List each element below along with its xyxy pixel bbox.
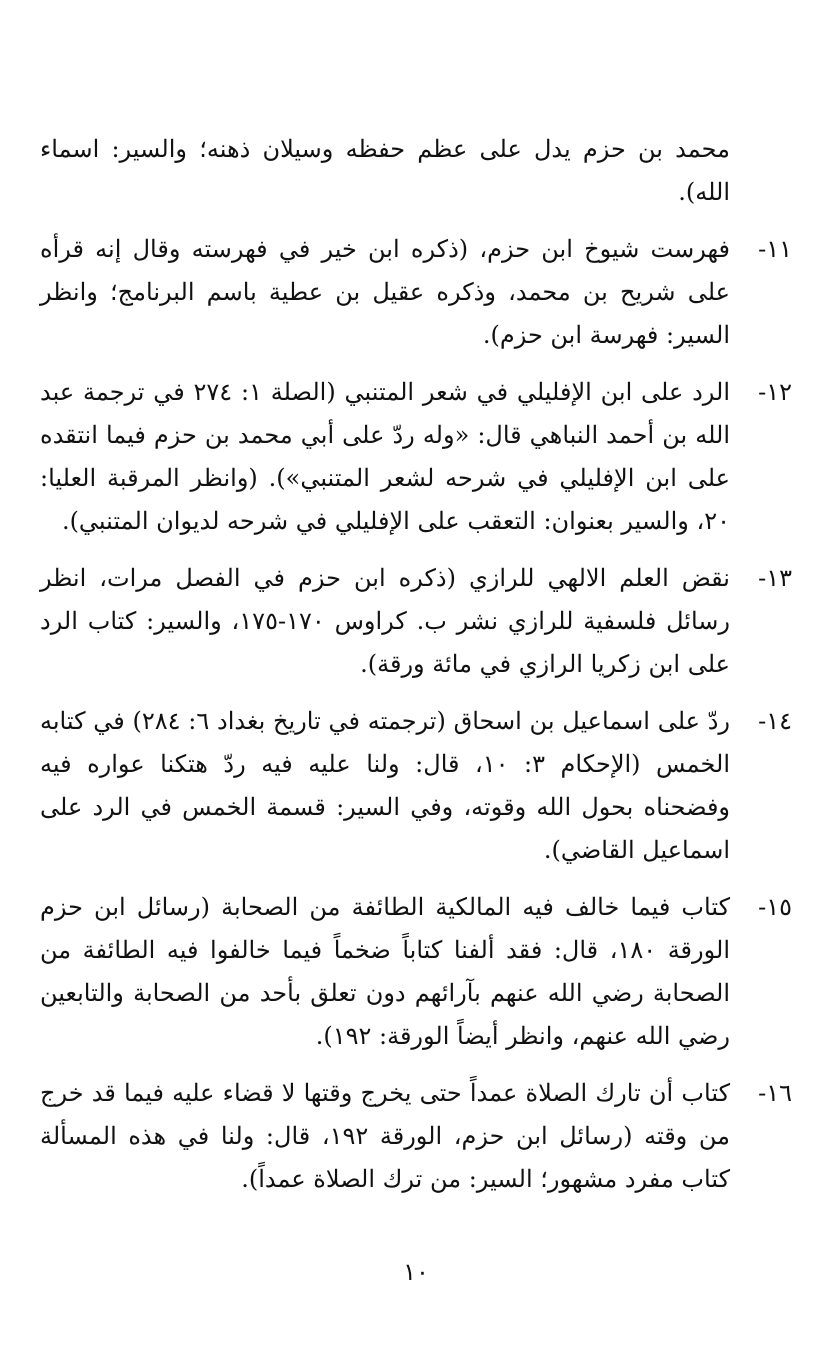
continuation-text: محمد بن حزم يدل على عظم حفظه وسيلان ذهنه؛ والسير: اسماء الله). [40,135,730,206]
entry-text: نقض العلم الالهي للرازي (ذكره ابن حزم في الفصل مرات، انظر رسائل فلسفية للرازي نشر ب. كراوس ١٧٠-١٧٥، والسير: كتاب الرد على ابن زكريا الرازي في مائة ورقة). [40,564,730,678]
page-number: ١٠ [403,1258,429,1286]
entry-text: كتاب أن تارك الصلاة عمداً حتى يخرج وقتها لا قضاء عليه فيما قد خرج من وقته (رسائل ابن حزم، الورقة ١٩٢، قال: ولنا في هذه المسألة كتاب مفرد مشهور؛ السير: من ترك الصلاة عمداً). [40,1079,730,1193]
entry-12 [40,371,792,543]
entry-14 [40,700,792,872]
entry-11 [40,228,792,357]
entry-13 [40,557,792,686]
entry-16 [40,1072,792,1201]
entry-number: ١٣- [758,564,792,592]
entry-text: ردّ على اسماعيل بن اسحاق (ترجمته في تاريخ بغداد ٦: ٢٨٤) في كتابه الخمس (الإحكام ٣: ١٠، قال: ولنا عليه فيه ردّ هتكنا عواره فيه وفضحناه بحول الله وقوته، وفي السير: قسمة الخمس في الرد على اسماعيل القاضي). [40,707,731,864]
entry-number: ١٦- [758,1079,792,1107]
entry-15 [40,886,792,1058]
entry-text: فهرست شيوخ ابن حزم، (ذكره ابن خير في فهرسته وقال إنه قرأه على شريح بن محمد، وذكره عقيل بن عطية باسم البرنامج؛ وانظر السير: فهرسة ابن حزم). [40,235,730,349]
entry-number: ١١- [758,235,792,263]
main-text-block [40,128,792,1215]
entry-number: ١٥- [758,893,792,921]
entry-number: ١٤- [758,707,792,735]
entry-text: الرد على ابن الإفليلي في شعر المتنبي (الصلة ١: ٢٧٤ في ترجمة عبد الله بن أحمد النباهي قال: «وله ردّ على أبي محمد بن حزم فيما انتقده على ابن الإفليلي في شرحه لشعر المتنبي»). (وانظر المرقبة العليا: ٢٠، والسير بعنوان: التعقب على الإفليلي في شرحه لديوان المتنبي). [40,378,730,535]
entry-text: كتاب فيما خالف فيه المالكية الطائفة من الصحابة (رسائل ابن حزم الورقة ١٨٠، قال: فقد ألفنا كتاباً ضخماً فيما خالفوا فيه الطائفة من الصحابة رضي الله عنهم بآرائهم دون تعلق بأحد من الصحابة والتابعين رضي الله عنهم، وانظر أيضاً الورقة: ١٩٢). [40,893,731,1050]
continuation-paragraph [40,128,792,214]
entry-number: ١٢- [758,378,792,406]
